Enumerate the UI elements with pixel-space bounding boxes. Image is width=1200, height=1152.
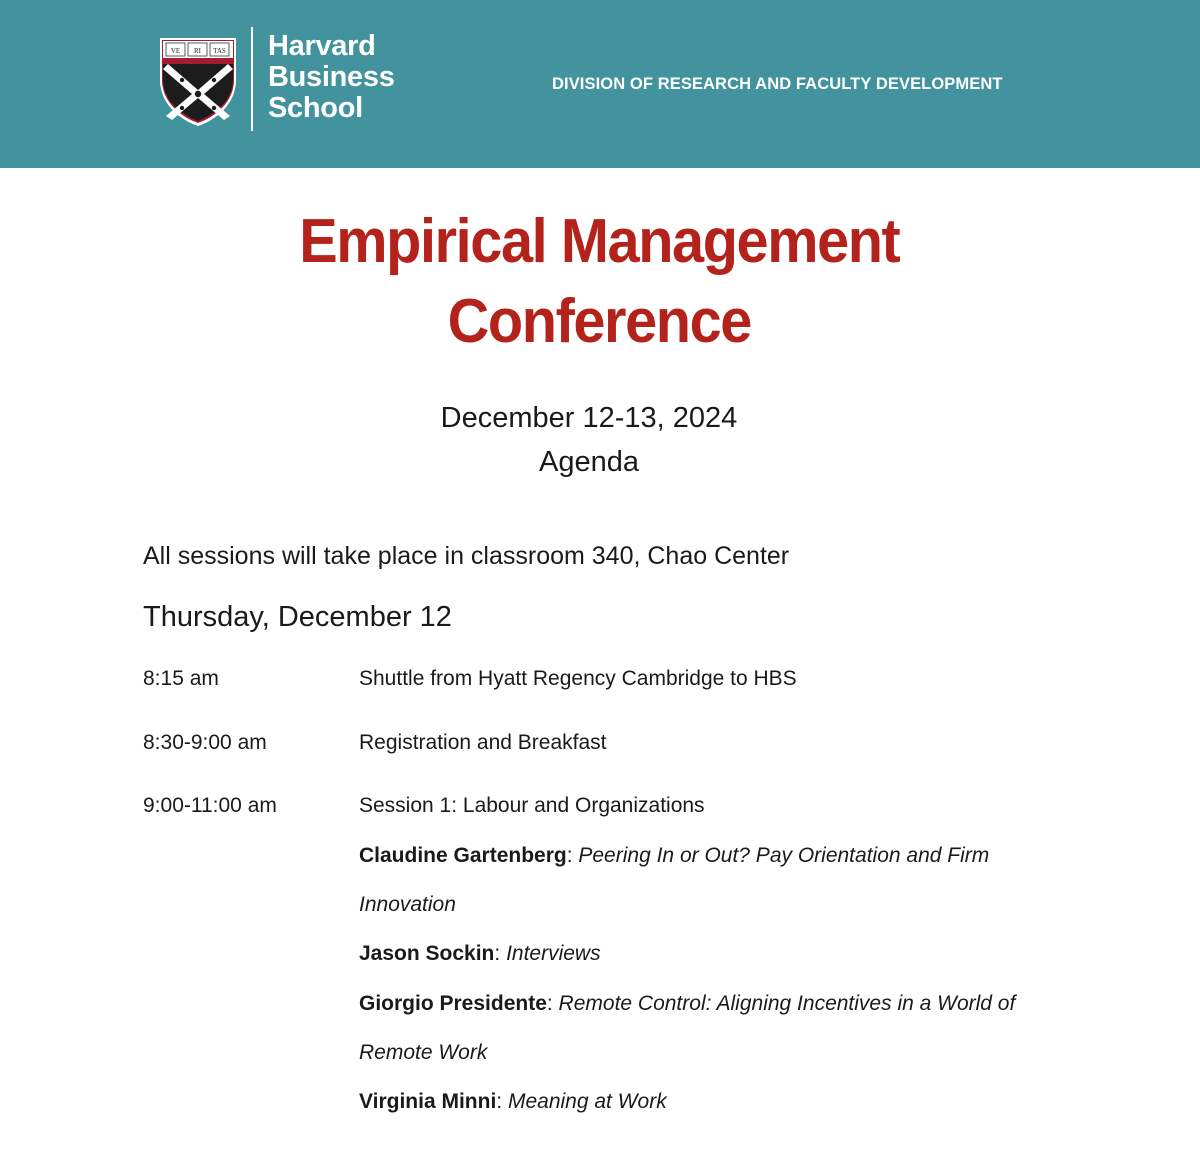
talk-item — [359, 844, 989, 868]
title-line-2: Conference — [447, 287, 751, 356]
motto-ri: RI — [194, 47, 201, 55]
header-band — [0, 0, 1200, 168]
talk-item — [359, 942, 601, 966]
wordmark-line-3: School — [268, 92, 363, 124]
hbs-wordmark — [268, 31, 395, 124]
speaker-name: Claudine Gartenberg — [359, 844, 567, 867]
division-name: DIVISION OF RESEARCH AND FACULTY DEVELOPMENT — [552, 75, 1003, 93]
day-heading: Thursday, December 12 — [143, 601, 452, 633]
paper-title-continued: Remote Work — [359, 1041, 488, 1064]
speaker-name: Giorgio Presidente — [359, 992, 547, 1015]
schedule-time: 8:15 am — [143, 667, 219, 690]
schedule-time: 9:00-11:00 am — [143, 794, 277, 817]
hbs-shield-icon — [158, 36, 238, 128]
paper-title: Interviews — [506, 942, 601, 965]
paper-title: Peering In or Out? Pay Orientation and Firm — [578, 844, 990, 867]
talk-item — [359, 1090, 667, 1114]
logo-divider — [251, 27, 253, 131]
schedule-event: Shuttle from Hyatt Regency Cambridge to HBS — [359, 667, 797, 690]
agenda-label: Agenda — [539, 446, 639, 478]
speaker-separator: : — [494, 942, 507, 965]
schedule-event: Session 1: Labour and Organizations — [359, 794, 705, 817]
speaker-separator: : — [566, 844, 579, 867]
speaker-name: Virginia Minni — [359, 1090, 497, 1113]
speaker-separator: : — [496, 1090, 508, 1113]
schedule-time: 8:30-9:00 am — [143, 731, 267, 754]
motto-ve: VE — [170, 47, 181, 55]
paper-title-continued: Innovation — [359, 893, 456, 916]
speaker-separator: : — [546, 992, 559, 1015]
speaker-name: Jason Sockin — [359, 942, 495, 965]
schedule-event: Registration and Breakfast — [359, 731, 607, 754]
talk-item — [359, 992, 1015, 1016]
paper-title: Meaning at Work — [507, 1090, 667, 1113]
venue-note: All sessions will take place in classroom 340, Chao Center — [143, 542, 790, 570]
wordmark-line-1: Harvard — [268, 30, 376, 62]
wordmark-line-2: Business — [268, 61, 395, 93]
title-line-1: Empirical Management — [299, 207, 900, 276]
paper-title: Remote Control: Aligning Incentives in a World of — [558, 992, 1016, 1015]
conference-title — [41, 202, 1157, 362]
conference-date: December 12-13, 2024 — [440, 402, 738, 434]
motto-tas: TAS — [213, 47, 226, 55]
